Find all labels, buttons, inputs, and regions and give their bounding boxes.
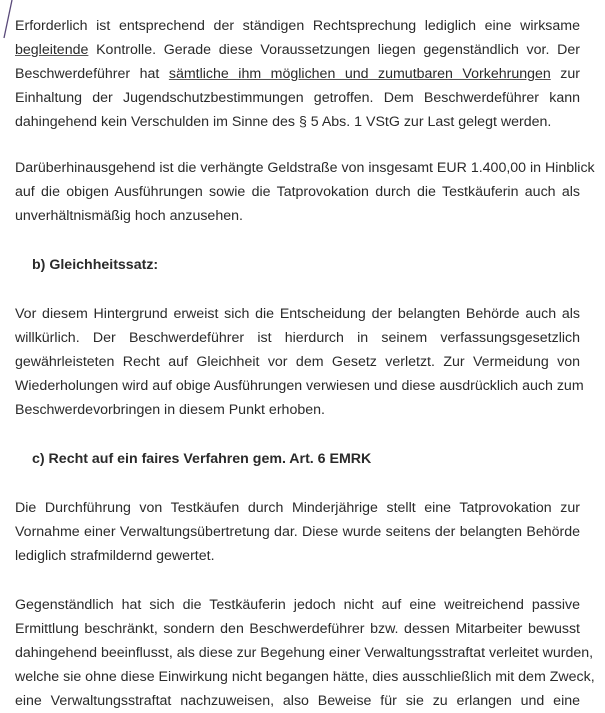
text-line: willkürlich. Der Beschwerdeführer ist hierdurch in seinem verfassungsgesetzlich bbox=[15, 330, 580, 346]
text-fragment: Kontrolle. Gerade diese Voraussetzungen liegen gegenständlich vor. Der bbox=[88, 42, 580, 58]
text-line: Vor diesem Hintergrund erweist sich die Entscheidung der belangten Behörde auch als bbox=[15, 306, 580, 322]
text-line: Vornahme einer Verwaltungsübertretung dar. Diese wurde seitens der belangten Behörde bbox=[15, 524, 580, 540]
text-line: unverhältnismäßig hoch anzusehen. bbox=[15, 208, 243, 224]
paragraph-geldstrafe bbox=[15, 156, 595, 228]
text-line: auf die obigen Ausführungen sowie die Tatprovokation durch die Testkäuferin auch als bbox=[15, 184, 580, 200]
text-line: Die Durchführung von Testkäufen durch Minderjährige stellt eine Tatprovokation zur bbox=[15, 500, 580, 516]
paragraph-verschulden bbox=[15, 14, 580, 134]
text-line: gewährleisteten Recht auf Gleichheit vor dem Gesetz verletzt. Zur Vermeidung von bbox=[15, 354, 580, 370]
section-heading-gleichheitssatz: b) Gleichheitssatz: bbox=[32, 257, 159, 273]
text-line: Gegenständlich hat sich die Testkäuferin jedoch nicht auf eine weitreichend passive bbox=[15, 597, 580, 613]
paragraph-testkaeufe bbox=[15, 496, 580, 568]
text-fragment: Beschwerdeführer hat bbox=[15, 66, 169, 82]
text-line: welche sie ohne diese Einwirkung nicht begangen hätte, dies ausschließlich mit dem Zweck, bbox=[15, 669, 595, 685]
text-line: Ermittlung beschränkt, sondern den Beschwerdeführer bzw. dessen Mitarbeiter bewusst bbox=[15, 621, 580, 637]
pen-stroke-mark bbox=[0, 0, 14, 40]
text-line: Wiederholungen wird auf obige Ausführungen verwiesen und diese ausdrücklich auch zum bbox=[15, 378, 584, 394]
text-line: lediglich strafmildernd gewertet. bbox=[15, 548, 215, 564]
text-line: dahingehend beeinflusst, als diese zur Begehung einer Verwaltungsstraftat verleitet wurden, bbox=[15, 645, 594, 661]
text-line: Darüberhinausgehend ist die verhängte Geldstraße von insgesamt EUR 1.400,00 in Hinblick bbox=[15, 160, 595, 176]
document-page bbox=[15, 14, 595, 713]
paragraph-willkuer bbox=[15, 302, 584, 422]
text-fragment: zur bbox=[550, 66, 580, 82]
paragraph-tatprovokation bbox=[15, 593, 595, 713]
text-line: eine Verwaltungsstraftat nachzuweisen, also Beweise für sie zu erlangen und eine bbox=[15, 693, 580, 709]
text-line: Einhaltung der Jugendschutzbestimmungen getroffen. Dem Beschwerdeführer kann bbox=[15, 90, 580, 106]
section-heading-faires-verfahren: c) Recht auf ein faires Verfahren gem. Art. 6 EMRK bbox=[32, 451, 372, 467]
text-line: Beschwerdevorbringen in diesem Punkt erhoben. bbox=[15, 402, 325, 418]
underlined-text: sämtliche ihm möglichen und zumutbaren Vorkehrungen bbox=[168, 66, 551, 82]
text-line bbox=[15, 38, 580, 62]
underlined-text: begleitende bbox=[15, 42, 89, 58]
text-line bbox=[15, 62, 580, 86]
text-line: dahingehend kein Verschulden im Sinne des § 5 Abs. 1 VStG zur Last gelegt werden. bbox=[15, 114, 552, 130]
text-line: Erforderlich ist entsprechend der ständigen Rechtsprechung lediglich eine wirksame bbox=[15, 18, 580, 34]
